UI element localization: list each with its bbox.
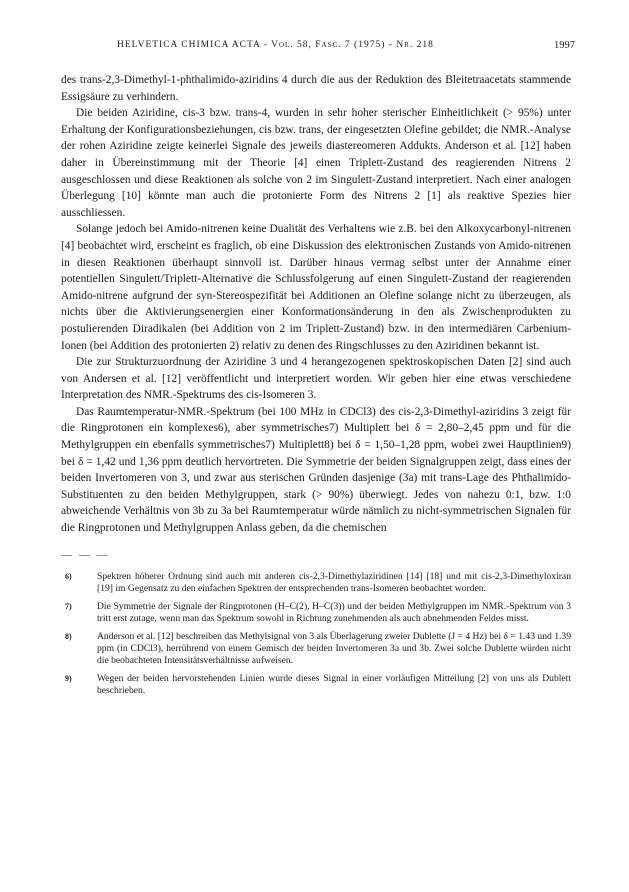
paragraph: Solange jedoch bei Amido-nitrenen keine Dualität des Verhaltens wie z.B. bei den Alkoxycarbonyl-nitrenen [4] beobachtet wird, erscheint es fraglich, ob eine Diskussion des elektronischen Zustands von Amido-nitrenen in diesen Reaktionen überhaupt sinnvoll ist. Darüber hinaus vermag selbst unter der Annahme einer potentiellen Singulett/Triplett-Alternative die Schlussfolgerung auf einen Singulett-Zustand der reagierenden Amido-nitrene aufgrund der syn-Stereospezifität bei Additionen an Olefine solange nicht zu überzeugen, als nichts über die Aktivierungsenergien einer Konformationsänderung in den als Zwischenprodukten zu postulierenden Diradikalen (bei Addition von 2 im Triplett-Zustand) bzw. in den intermediären Carbenium-Ionen (bei Addition des protonierten 2) relativ zu denen des Ringschlusses zu den Aziridinen bekannt ist.: [61, 223, 571, 352]
footnote: [61, 601, 571, 625]
footnote-text: Die Symmetrie der Signale der Ringprotonen (H–C(2), H–C(3)) und der beiden Methylgruppen im NMR.-Spektrum von 3 tritt erst zutage, wenn man das Spektrum sowohl in Richtung zunehmenden als auch abnehmenden Feldes misst.: [97, 600, 571, 624]
page-number: 1997: [554, 40, 575, 51]
running-header: [61, 40, 575, 60]
footnote-number: 8): [65, 632, 72, 641]
body-text: [61, 72, 571, 537]
page: [61, 40, 575, 703]
footnote: [61, 673, 571, 697]
footnote-text: Wegen der beiden hervorstehenden Linien wurde dieses Signal in einer vorläufigen Mitteilung [2] von uns als Dublett beschrieben.: [97, 673, 571, 697]
footnotes: [61, 571, 571, 698]
footnote-number: 6): [65, 571, 72, 581]
journal-header: HELVETICA CHIMICA ACTA - Vol. 58, Fasc. 7 (1975) - Nr. 218: [117, 40, 434, 50]
footnote: [61, 631, 571, 667]
paragraph: Die beiden Aziridine, cis-3 bzw. trans-4, wurden in sehr hoher sterischer Einheitlichkeit (> 95%) unter Erhaltung der Konfigurationsbeziehungen, cis bzw. trans, der eingesetzten Olefine gebildet; die NMR.-Analyse der rohen Aziridine zeigte keinerlei Signale des jeweils diastereomeren Addukts. Anderson et al. [12] haben daher in Übereinstimmung mit der Theorie [4] einen Triplett-Zustand des reagierenden Nitrens 2 ausgeschlossen und diese Reaktionen als solche von 2 im Singulett-Zustand interpretiert. Nach einer analogen Überlegung [10] könnte man auch die protonierte Form des Nitrens 2 [1] als reaktive Spezies hier ausschliessen.: [61, 107, 571, 219]
footnote-text: Anderson et al. [12] beschreiben das Methylsignal von 3 als Überlagerung zweier Dublette (J = 4 Hz) bei δ = 1.43 und 1.39 ppm (in CDCl3), herrührend von einem Gemisch der beiden Invertomeren 3a und 3b. Zwei solche Dublette würden nicht die beobachteten Intensitätsverhältnisse aufweisen.: [97, 631, 571, 667]
paragraph: Die zur Strukturzuordnung der Aziridine 3 und 4 herangezogenen spektroskopischen Daten [2] sind auch von Andersen et al. [12] veröffentlicht und interpretiert worden. Wir geben hier eine etwas verschiedene Interpretation des NMR.-Spektrums des cis-Isomeren 3.: [61, 356, 571, 402]
footnote-text: Spektren höherer Ordnung sind auch mit anderen cis-2,3-Dimethylaziridinen [14] [18] und mit cis-2,3-Dimethyloxiran [19] im Gegensatz zu den einfachen Spektren der entsprechenden trans-Isomeren beobachtet worden.: [97, 570, 571, 594]
footnote-number: 7): [65, 601, 72, 611]
paragraph: Das Raumtemperatur-NMR.-Spektrum (bei 100 MHz in CDCl3) des cis-2,3-Dimethyl-aziridins 3 zeigt für die Ringprotonen ein komplexes6), aber symmetrisches7) Multiplett bei δ = 2,80–2,45 ppm und für die Methylgruppen ein ebenfalls symmetrisches7) Multiplett8) bei δ = 1,50–1,28 ppm, wobei zwei Hauptlinien9) bei δ = 1,42 und 1,36 ppm deutlich hervortreten. Die Symmetrie der beiden Signalgruppen zeigt, dass eines der beiden Invertomeren von 3, und zwar aus sterischen Gründen dasjenige (3a) mit trans-Lage des Phthalimido-Substituenten zu den beiden Methylgruppen, stark (> 90%) überwiegt. Jedes von nahezu 0:1, bzw. 1:0 abweichende Verhältnis von 3b zu 3a bei Raumtemperatur würde nämlich zu nicht-symmetrischen Signalen für die Ringprotonen und Methylgruppen Anlass geben, da die chemischen: [61, 405, 571, 535]
footnote-separator: — — —: [61, 548, 110, 561]
footnote: [61, 571, 571, 595]
paragraph: des trans-2,3-Dimethyl-1-phthalimido-aziridins 4 durch die aus der Reduktion des Bleitetraacetats stammende Essigsäure zu verhindern.: [61, 74, 571, 103]
footnote-number: 9): [65, 674, 72, 684]
